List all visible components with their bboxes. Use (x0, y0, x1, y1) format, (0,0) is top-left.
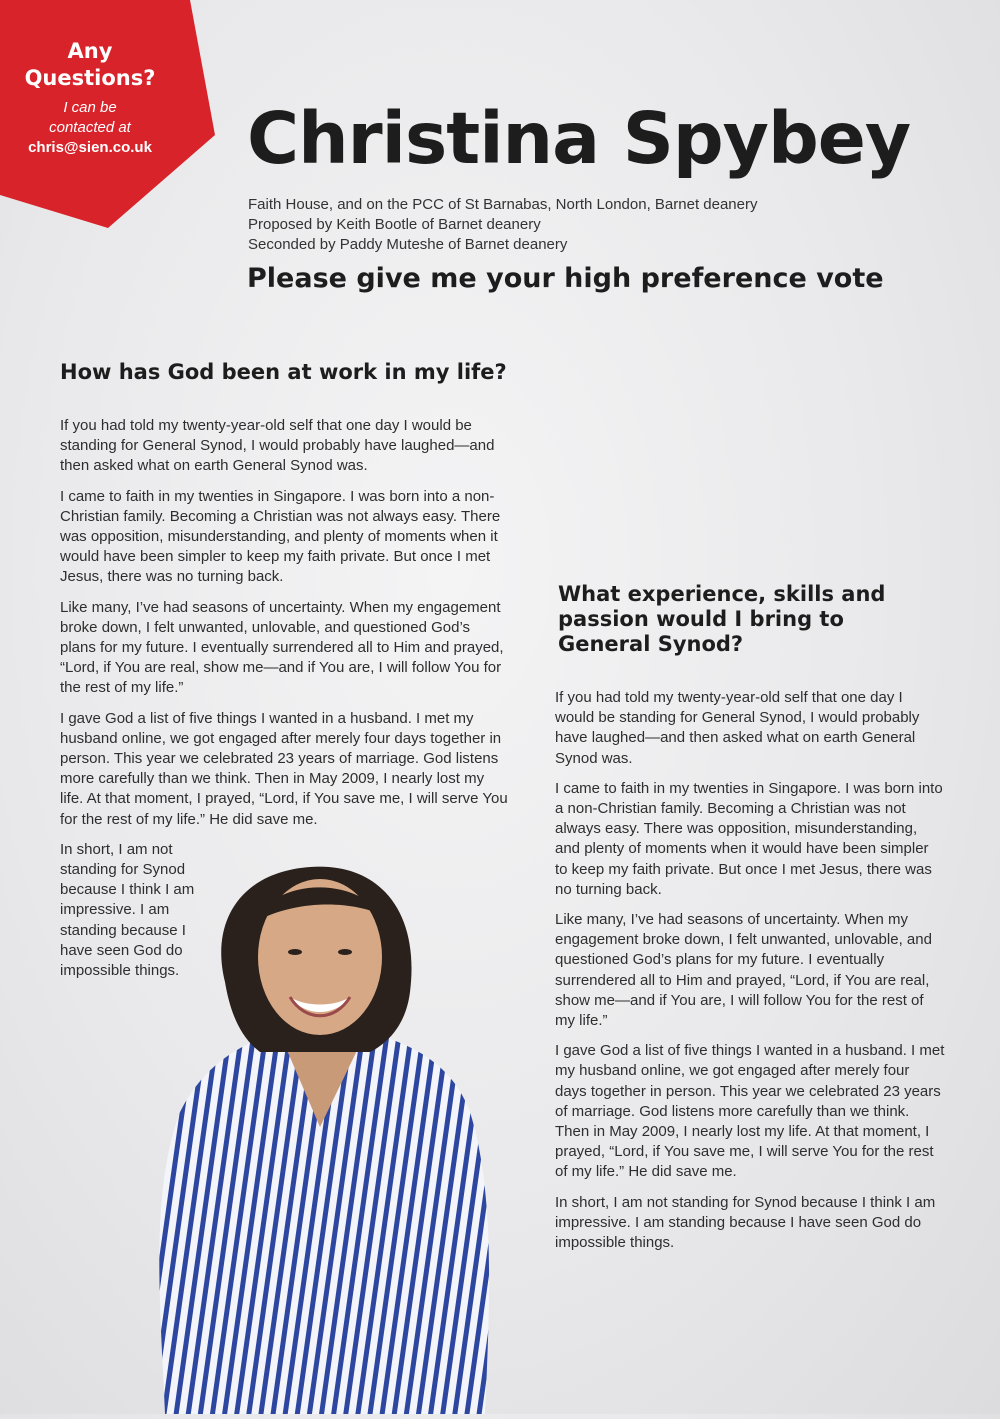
right-paragraph-5: In short, I am not standing for Synod because I think I am impressive. I am standing because I have seen God do impossible things. (555, 1193, 936, 1252)
badge-email[interactable]: chris@sien.co.uk (28, 139, 152, 156)
candidate-seconded: Seconded by Paddy Muteshe of Barnet deanery (248, 236, 568, 253)
candidate-proposed: Proposed by Keith Bootle of Barnet deanery (248, 216, 541, 233)
candidate-photo (130, 862, 520, 1414)
left-paragraph-1: If you had told my twenty-year-old self that one day I would be standing for General Synod, I would probably have laughed—and then asked what on earth General Synod was. (60, 417, 495, 475)
right-column (555, 688, 945, 1263)
right-paragraph-1: If you had told my twenty-year-old self that one day I would be standing for General Synod, I would probably have laughed—and then asked what on earth General Synod was. (555, 689, 920, 767)
candidate-name: Christina Spybey (247, 97, 911, 180)
badge-title-line1: Any (67, 39, 113, 63)
badge-text (0, 38, 180, 158)
badge-sub-line2: contacted at (49, 119, 131, 136)
left-paragraph-5: In short, I am not standing for Synod because I think I am impressive. I am standing because I have seen God do impossible things. (60, 840, 195, 980)
badge-sub-line1: I can be (63, 99, 117, 116)
right-paragraph-2: I came to faith in my twenties in Singapore. I was born into a non-Christian family. Becoming a Christian was not always easy. There was opposition, misunderstanding, and plenty of moments when it would have been simpler to keep my faith private. But once I met Jesus, there was no turning back. (555, 779, 943, 898)
badge-title-line2: Questions? (24, 66, 156, 90)
left-heading: How has God been at work in my life? (60, 360, 507, 384)
left-paragraph-2: I came to faith in my twenties in Singapore. I was born into a non-Christian family. Becoming a Christian was not always easy. There was opposition, misunderstanding, and plenty of moments when it would have been simpler to keep my faith private. But once I met Jesus, there was no turning back. (60, 487, 501, 586)
candidate-affiliation: Faith House, and on the PCC of St Barnabas, North London, Barnet deanery (248, 196, 758, 213)
right-paragraph-4: I gave God a list of five things I wanted in a husband. I met my husband online, we got engaged after merely four days together in person. This year we celebrated 23 years of marriage. God listens more carefully than we think. Then in May 2009, I nearly lost my life. At that moment, I prayed, “Lord, if You save me, I will serve You for the rest of my life.” He did save me. (555, 1042, 945, 1181)
right-paragraph-3: Like many, I’ve had seasons of uncertainty. When my engagement broke down, I felt unwanted, unlovable, and questioned God’s plans for my future. I eventually surrendered all to Him and prayed, “Lord, if You are real, show me—and if You are, I will follow You for the rest of my life.” (555, 911, 932, 1030)
vote-tagline: Please give me your high preference vote (247, 263, 884, 294)
left-paragraph-3: Like many, I’ve had seasons of uncertainty. When my engagement broke down, I felt unwanted, unlovable, and questioned God’s plans for my future. I eventually surrendered all to Him and prayed, “Lord, if You are real, show me—and if You are, I will follow You for the rest of my life.” (60, 598, 504, 697)
left-paragraph-4: I gave God a list of five things I wanted in a husband. I met my husband online, we got engaged after merely four days together in person. This year we celebrated 23 years of marriage. God listens more carefully than we think. Then in May 2009, I nearly lost my life. At that moment, I prayed, “Lord, if You save me, I will serve You for the rest of my life.” He did save me. (60, 709, 508, 828)
candidate-details (248, 195, 757, 255)
contact-badge (0, 0, 215, 228)
right-heading: What experience, skills and passion would I bring to General Synod? (558, 582, 886, 656)
